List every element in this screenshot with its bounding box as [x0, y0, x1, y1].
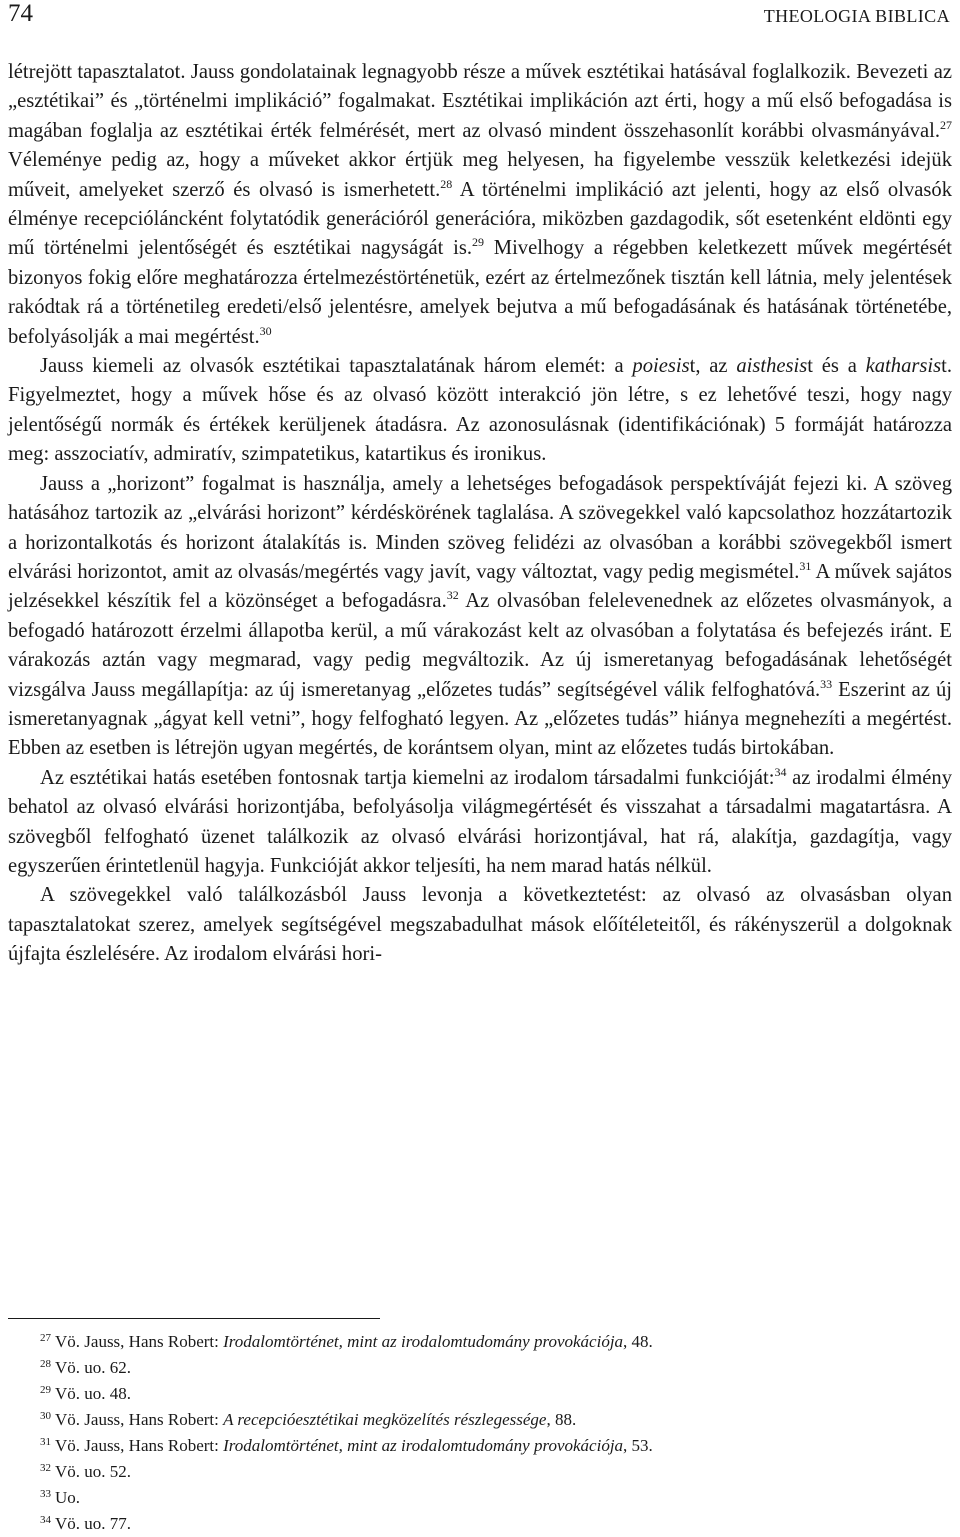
paragraph-4: Az esztétikai hatás esetében fontosnak tartja kiemelni az irodalom társadalmi funkcióját:$^{34}$ az irodalmi élmény behatol az olvasó elvárási horizontjába, befolyásolja világmegértését és visszahat a társadalmi magatartásra. A szövegből felfogható üzenet találkozik az olvasó elvárási horizontjával, hat rá, alakítja, gazdagítja, vagy egyszerűen érintetlenül hagyja. Funkcióját akkor teljesíti, ha nem marad hatás nélkül. [8, 764, 952, 877]
body-text [8, 58, 952, 970]
footnote-ref-29[interactable]: 29 [472, 235, 485, 250]
page-header [8, 0, 952, 32]
term-poiesis: poiesis [632, 355, 690, 378]
paragraph-5: A szövegekkel való találkozásból Jauss levonja a következtetést: az olvasó az olvasásban olyan tapasztalatokat szerez, amelyek segítségével megszabadulhat mások előítéleteitől, és rákényszerül a dolgoknak újfajta észlelésére. Az irodalom elvárási hori- [8, 884, 952, 966]
term-aisthesis: aisthesis [736, 355, 808, 378]
paragraph-1: létrejött tapasztalatot. Jauss gondolatainak legnagyobb része a művek esztétikai hatásával foglalkozik. Bevezeti az „esztétikai” és „történelmi implikáció” fogalmakat. Esztétikai implikáción azt érti, hogy a mű első befogadása is magában foglalja az esztétikai érték felmérését, mert az olvasó mindent összehasonlít korábbi olvasmányával.$^{27}$ Véleménye pedig az, hogy a műveket akkor értjük meg helyesen, ha figyelembe vesszük keletkezési idejük műveit, amelyeket szerző és olvasó is ismerhetett.$^{28}$ A történelmi implikáció azt jelenti, hogy az első olvasók élménye recepcióláncként folytatódik generációról generációra, miközben gazdagodik, sőt esetenként eldönti egy mű történelmi jelentőségét és esztétikai nagyságát is.$^{29}$ Mivelhogy a régebben keletkezett művek megértését bizonyos fokig előre meghatározza értelmezéstörténetük, ezért az értelmezőnek tisztán kell látnia, mely jelentések rakódtak rá a történetileg eredeti/első jelentésre, amelyek bejutva a mű befogadásának és hatásának történetébe, befolyásolják a mai megértést.$^{30}$ [8, 61, 952, 348]
page-number: 74 [8, 0, 33, 27]
footnote-33: $^{33}$ Uo. [40, 1488, 81, 1507]
footnote-32: $^{32}$ Vö. uo. 52. [40, 1462, 132, 1481]
paragraph-3: Jauss a „horizont” fogalmat is használja, amely a lehetséges befogadások perspektíváját fejezi ki. A szöveg hatásához tartozik az „elvárási horizont” kérdéskörének taglalása. A szövegekkel való kapcsolathoz hozzátartozik a horizontalkotás és horizont átalakítás is. Minden szöveg felidézi az olvasóban a korábbi szövegekből ismert elvárási horizontot, amit az olvasás/megértés vagy javít, vagy változtat, vagy pedig megismétel.$^{31}$ A művek sajátos jelzésekkel készítik fel a közönséget a befogadásra.$^{32}$ Az olvasóban felelevenednek az előzetes olvasmányok, a befogadó határozott érzelmi állapotba kerül, a mű várakozást kelt az olvasóban a folytatása és befejezés iránt. E várakozás aztán vagy megmarad, vagy pedig megváltozik. Az új ismeretanyag befogadásának lehetőségét vizsgálva Jauss megállapítja: az új ismeretanyag „előzetes tudás” segítségével válik felfoghatóvá.$^{33}$ Eszerint az új ismeretanyagnak „ágyat kell vetni”, hogy felfogható legyen. Az „előzetes tudás” hiánya megnehezíti a megértést. Ebben az esetben is létrejön ugyan megértés, de korántsem olyan, mint az előzetes tudás birtokában. [8, 472, 952, 760]
footnote-30: $^{30}$ Vö. Jauss, Hans Robert: A recepcióesztétikai megközelítés részlegessége, 88. [40, 1410, 577, 1429]
footnote-separator [8, 1318, 380, 1319]
paragraph-2: Jauss kiemeli az olvasók esztétikai tapasztalatának három elemét: a poiesist, az aisthesist és a katharsist. Figyelmeztet, hogy a művek hőse és az olvasó között interakció jön létre, s ez lehetővé teszi, hogy nagy jelentőségű normák és értékek kerüljenek átadásra. Az azonosulásnak (identifikációnak) 5 formáját határozza meg: asszociatív, admiratív, szimpatetikus, katartikus és ironikus. [8, 355, 953, 466]
footnote-ref-27[interactable]: 27 [940, 117, 952, 132]
footnote-27: $^{27}$ Vö. Jauss, Hans Robert: Irodalomtörténet, mint az irodalomtudomány provokációja, 48. [40, 1332, 653, 1351]
footnotes [40, 1329, 940, 1537]
footnote-34: $^{34}$ Vö. uo. 77. [40, 1514, 132, 1533]
footnote-29: $^{29}$ Vö. uo. 48. [40, 1384, 132, 1403]
footnote-ref-28[interactable]: 28 [440, 176, 453, 191]
footnote-28: $^{28}$ Vö. uo. 62. [40, 1358, 132, 1377]
footnote-ref-30[interactable]: 30 [259, 323, 272, 338]
running-title: THEOLOGIA BIBLICA [763, 6, 950, 26]
footnote-ref-33[interactable]: 33 [820, 676, 833, 691]
term-katharsis: katharsis [865, 355, 942, 378]
footnote-31: $^{31}$ Vö. Jauss, Hans Robert: Irodalomtörténet, mint az irodalomtudomány provokációja, 53. [40, 1436, 653, 1455]
footnote-ref-32[interactable]: 32 [446, 588, 459, 603]
footnote-ref-34[interactable]: 34 [774, 764, 787, 779]
footnote-ref-31[interactable]: 31 [799, 558, 812, 573]
